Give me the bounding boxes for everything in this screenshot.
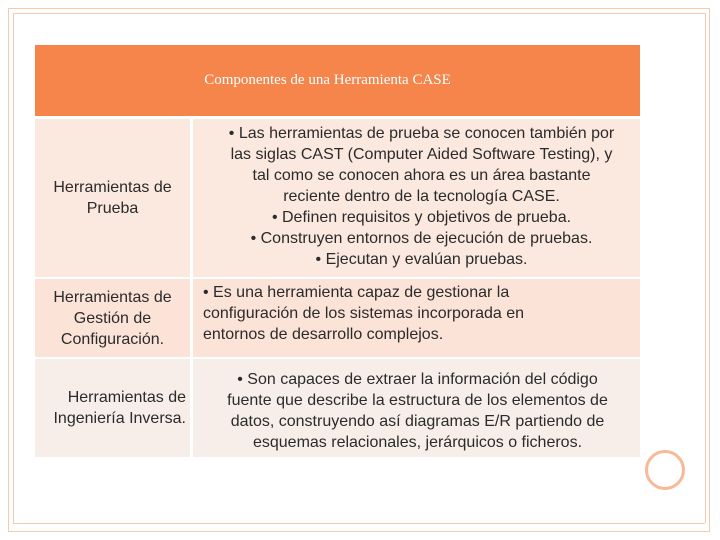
description-line: • Es una herramienta capaz de gestionar la <box>203 284 510 301</box>
row-title-line: Ingeniería Inversa. <box>53 410 186 427</box>
row-title-cell <box>35 279 190 357</box>
row-title-cell <box>35 119 190 277</box>
description-line: entornos de desarrollo complejos. <box>203 326 444 343</box>
table-header-title: Componentes de una Herramienta CASE <box>204 72 451 88</box>
row-title-line: Prueba <box>86 200 139 217</box>
row-title-line: Gestión de <box>73 309 152 327</box>
row-title-line: Configuración. <box>60 330 165 348</box>
table-row-configuration-management <box>35 279 640 359</box>
row-description-cell <box>190 279 640 357</box>
table-header <box>35 45 640 119</box>
row-description-cell <box>190 359 640 457</box>
description-line: las siglas CAST (Computer Aided Software Testing), y <box>230 146 613 163</box>
table-row-testing-tools <box>35 119 640 279</box>
row-title-line: Herramientas de <box>53 288 172 306</box>
description-line: • Ejecutan y evalúan pruebas. <box>315 251 528 268</box>
row-title-cell <box>35 359 190 457</box>
frame-line-top <box>13 13 705 14</box>
case-components-table <box>35 45 640 459</box>
description-line: • Definen requisitos y objetivos de prueba. <box>271 209 572 226</box>
description-line: • Construyen entornos de ejecución de pruebas. <box>250 230 593 247</box>
table-row-reverse-engineering <box>35 359 640 459</box>
description-line: • Las herramientas de prueba se conocen también por <box>228 125 615 142</box>
row-title-line: Herramientas de <box>53 179 172 196</box>
frame-line-left <box>13 13 14 523</box>
description-line: • Son capaces de extraer la información del código <box>237 371 598 388</box>
description-line: datos, construyendo así diagramas E/R partiendo de <box>230 413 605 430</box>
description-line: configuración de los sistemas incorporada en <box>203 305 525 322</box>
row-title-line: Herramientas de <box>67 389 186 406</box>
row-description-cell <box>190 119 640 277</box>
description-line: reciente dentro de la tecnología CASE. <box>283 188 560 205</box>
frame-line-right <box>705 13 706 523</box>
frame-line-bottom <box>13 523 705 524</box>
description-line: tal como se conocen ahora es un área bastante <box>252 167 591 184</box>
description-line: fuente que describe la estructura de los elementos de <box>227 392 608 409</box>
decorative-circle-icon <box>645 450 685 490</box>
description-line: esquemas relacionales, jerárquicos o ficheros. <box>252 434 583 451</box>
